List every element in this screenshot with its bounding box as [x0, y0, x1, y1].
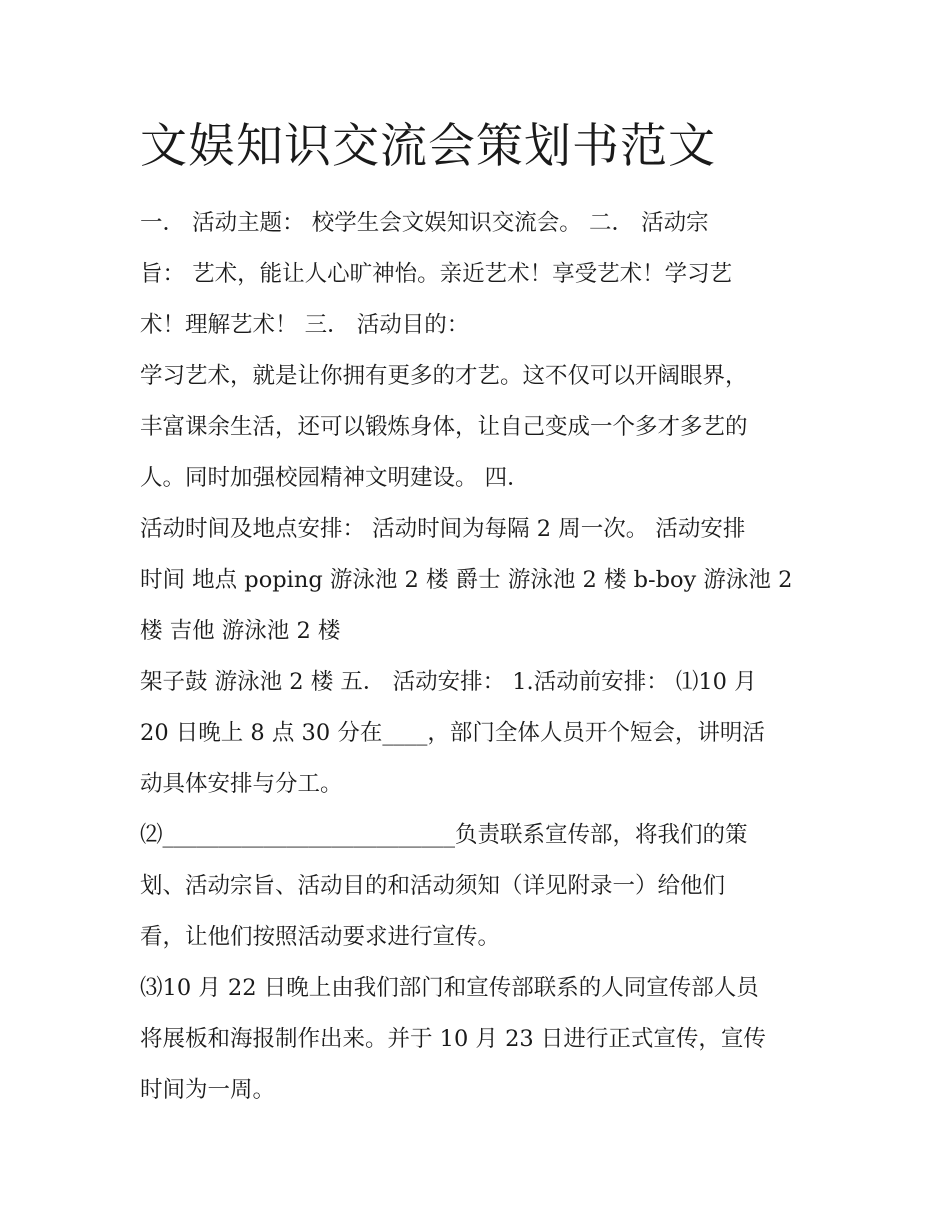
body-line: 活动时间及地点安排： 活动时间为每隔 2 周一次。 活动安排	[140, 516, 746, 542]
body-line: 一． 活动主题： 校学生会文娱知识交流会。 二． 活动宗	[140, 210, 709, 236]
document-title: 文娱知识交流会策划书范文	[140, 119, 716, 174]
document-body	[140, 198, 830, 1116]
body-line: 丰富课余生活，还可以锻炼身体，让自己变成一个多才多艺的	[140, 414, 748, 440]
body-line: 20 日晚上 8 点 30 分在____，部门全体人员开个短会，讲明活	[140, 720, 765, 746]
body-line: 术！理解艺术！ 三． 活动目的：	[140, 312, 470, 338]
body-line: 划、活动宗旨、活动目的和活动须知（详见附录一）给他们	[140, 873, 726, 899]
body-line: 旨： 艺术，能让人心旷神怡。亲近艺术！享受艺术！学习艺	[140, 261, 733, 287]
body-line: 时间为一周。	[140, 1077, 276, 1103]
body-line: 学习艺术，就是让你拥有更多的才艺。这不仅可以开阔眼界，	[140, 363, 748, 389]
body-line: ⑵__________________________负责联系宣传部，将我们的策	[140, 822, 748, 848]
body-line: 时间 地点 poping 游泳池 2 楼 爵士 游泳池 2 楼 b-boy 游泳池 2	[140, 567, 793, 593]
body-line: 架子鼓 游泳池 2 楼 五． 活动安排： 1.活动前安排： ⑴10 月	[140, 669, 757, 695]
body-line: 楼 吉他 游泳池 2 楼	[140, 618, 341, 644]
body-line: 看，让他们按照活动要求进行宣传。	[140, 924, 501, 950]
body-line: 人。同时加强校园精神文明建设。 四．	[140, 465, 530, 491]
body-line: 动具体安排与分工。	[140, 771, 343, 797]
body-line: ⑶10 月 22 日晚上由我们部门和宣传部联系的人同宣传部人员	[140, 975, 759, 1001]
body-line: 将展板和海报制作出来。并于 10 月 23 日进行正式宣传，宣传	[140, 1026, 766, 1052]
